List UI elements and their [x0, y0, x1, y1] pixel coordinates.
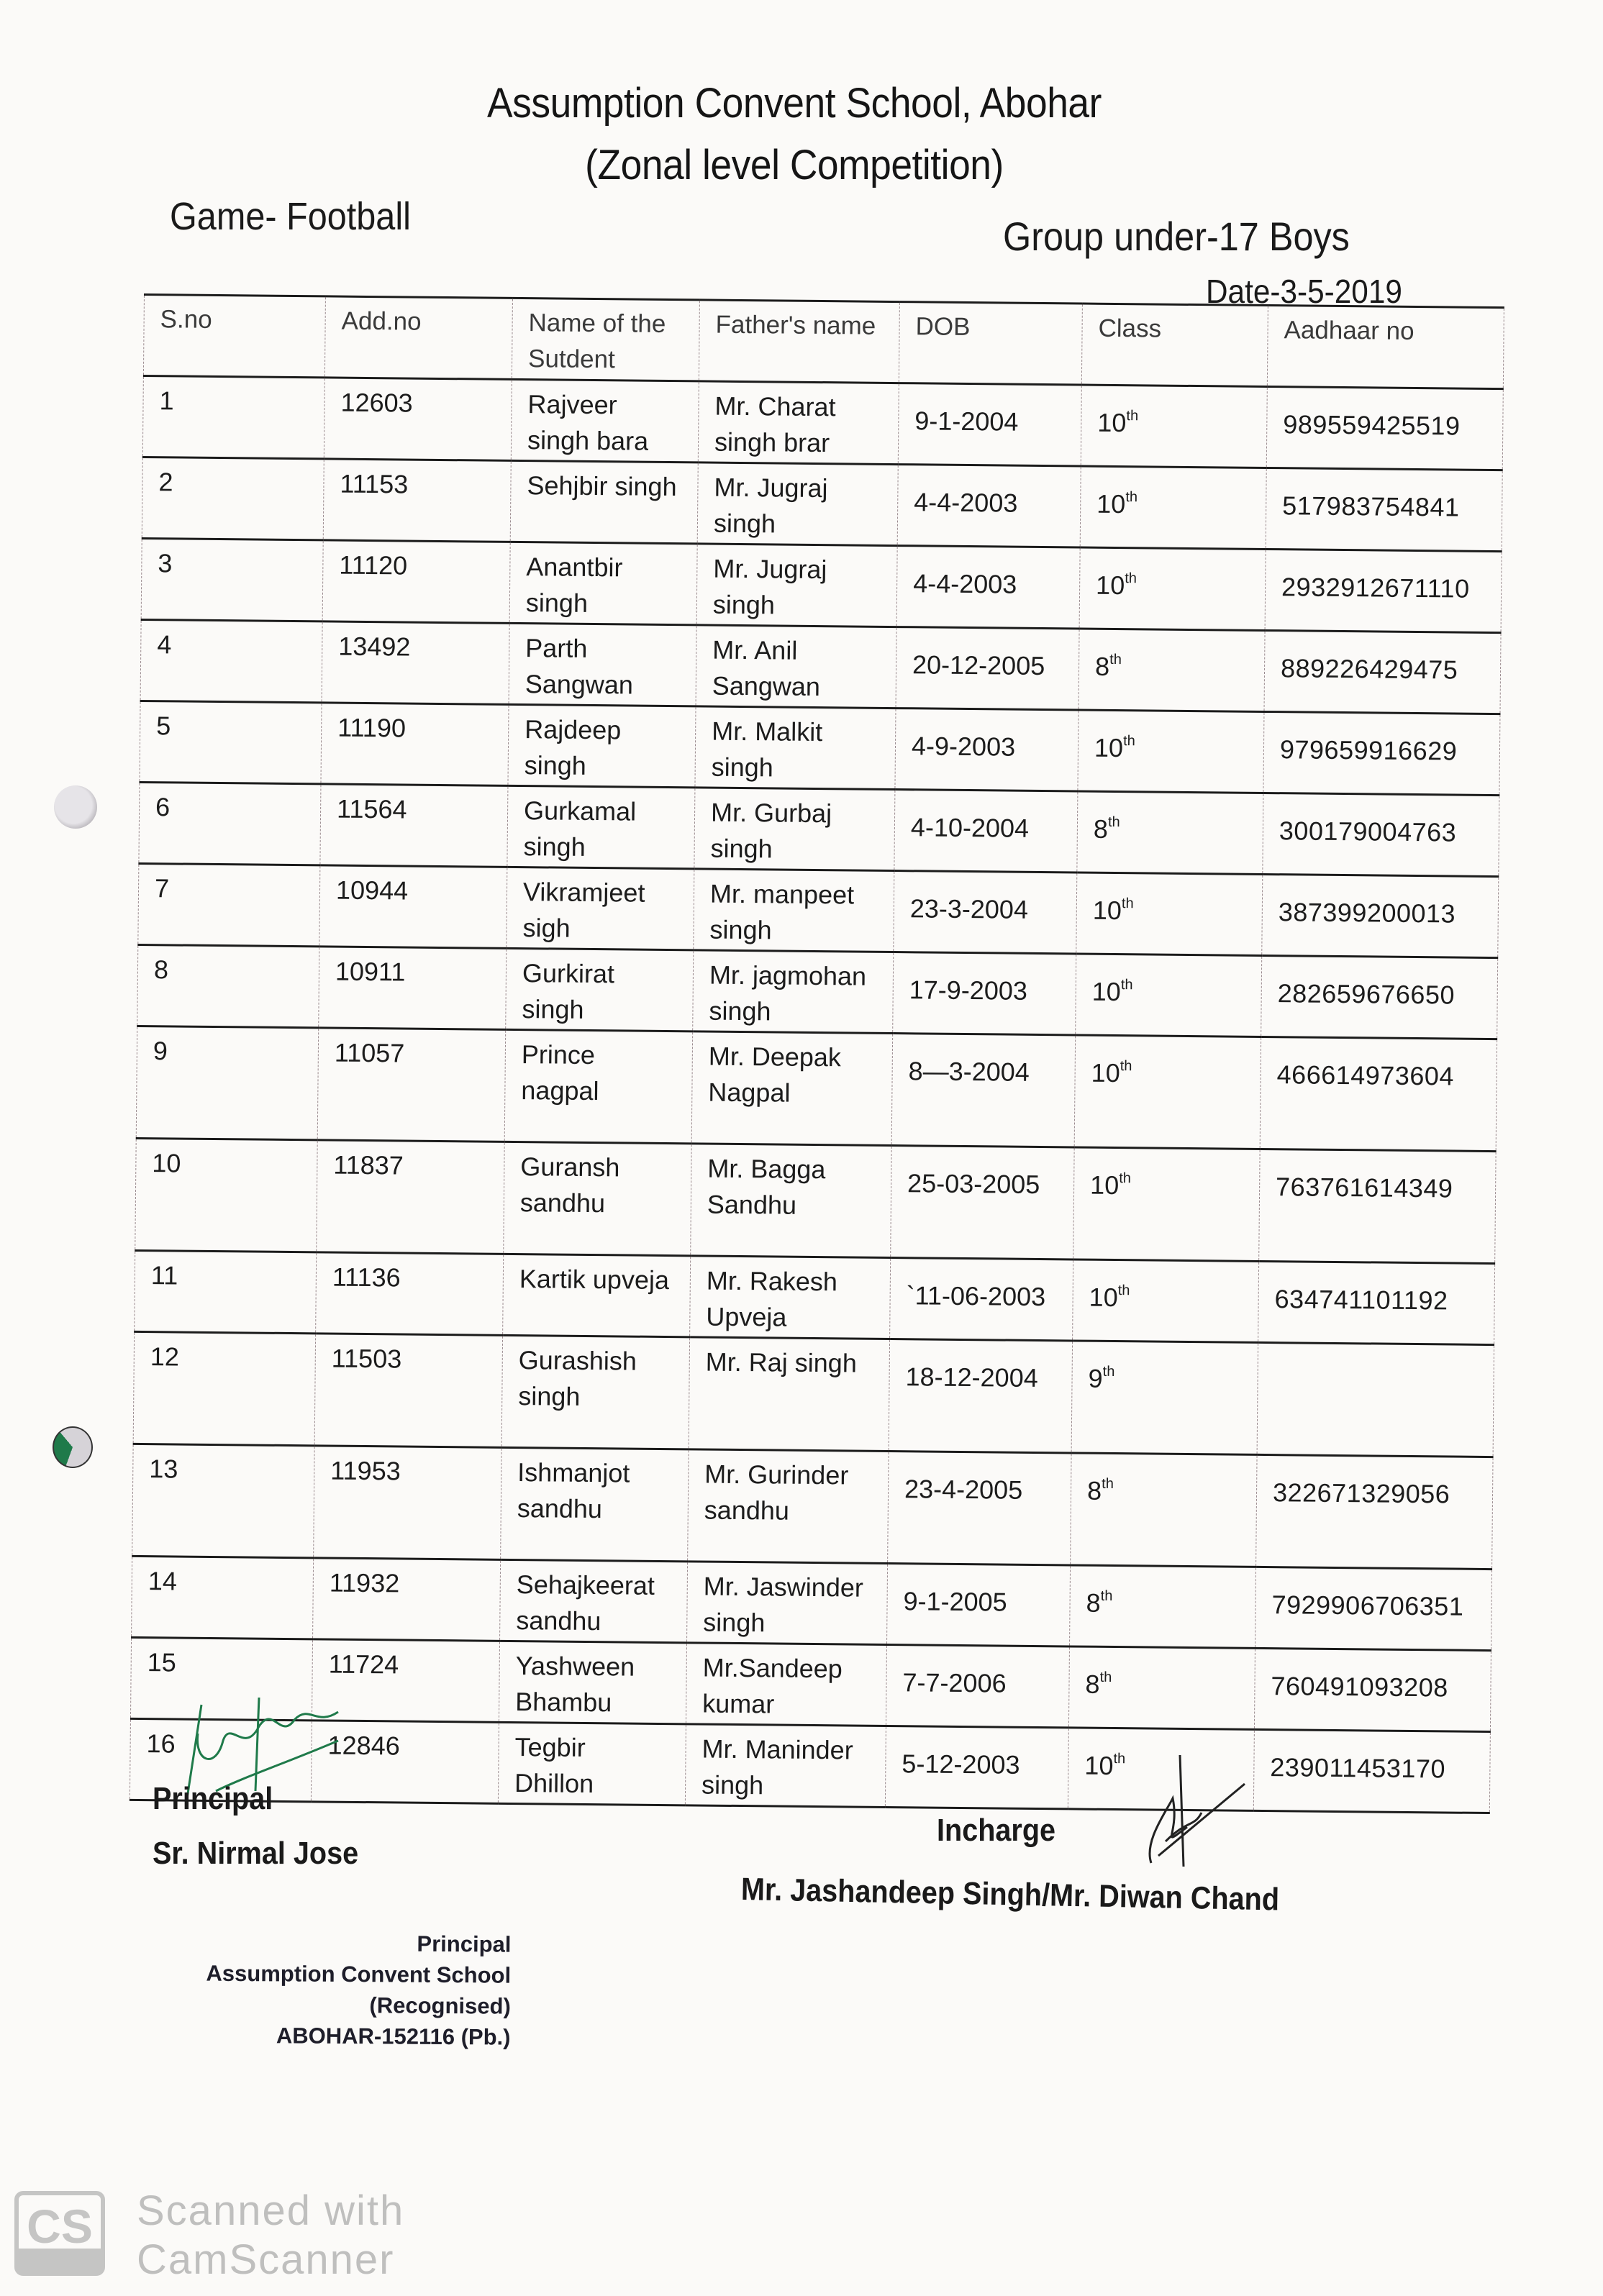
- class-suffix: th: [1120, 977, 1133, 993]
- cell-dob: 18-12-2004: [889, 1339, 1072, 1453]
- principal-name: Sr. Nirmal Jose: [153, 1836, 359, 1871]
- camscanner-text: [137, 2187, 404, 2284]
- cell-aadhaar: 517983754841: [1266, 468, 1502, 551]
- cell-father-name: Mr. Raj singh: [689, 1337, 889, 1452]
- cell-class: [1080, 466, 1266, 549]
- watermark-line-1: Scanned with: [137, 2187, 405, 2234]
- cell-student-name: Anantbir singh: [509, 542, 697, 624]
- class-number: 10: [1094, 732, 1124, 763]
- cell-class: [1071, 1453, 1257, 1567]
- cell-father-name: Mr. Rakesh Upveja: [690, 1256, 891, 1339]
- cell-add-no: 11837: [317, 1140, 504, 1254]
- cell-father-name: Mr. Jugraj singh: [696, 544, 897, 627]
- camscanner-watermark: [14, 2187, 446, 2287]
- cell-dob: 25-03-2005: [891, 1146, 1074, 1259]
- class-suffix: th: [1123, 733, 1135, 750]
- table-row: [141, 538, 1502, 632]
- table-row: [139, 782, 1499, 876]
- cell-class: [1076, 873, 1263, 955]
- cell-student-name: Guransh sandhu: [504, 1142, 691, 1255]
- cell-aadhaar: 760491093208: [1254, 1648, 1491, 1731]
- group-label: Group under-17 Boys: [1003, 214, 1350, 259]
- column-header-class: Class: [1081, 304, 1268, 386]
- cell-add-no: 11724: [312, 1639, 499, 1722]
- players-table: [130, 293, 1504, 1814]
- cell-student-name: Sehjbir singh: [510, 460, 698, 543]
- table-row: [140, 701, 1500, 795]
- principal-label: Principal: [153, 1781, 273, 1816]
- cell-sno: 15: [130, 1637, 312, 1720]
- cell-father-name: Mr. jagmohan singh: [693, 950, 894, 1034]
- cell-sno: 4: [140, 619, 322, 702]
- cell-dob: 20-12-2005: [896, 627, 1079, 710]
- class-number: 10: [1092, 895, 1122, 926]
- cell-student-name: Sehajkeerat sandhu: [500, 1559, 688, 1642]
- cell-add-no: 13492: [322, 621, 509, 704]
- class-suffix: th: [1117, 1283, 1130, 1299]
- cell-class: [1081, 385, 1267, 468]
- cell-add-no: 11190: [321, 703, 509, 785]
- punch-hole-top: [54, 785, 97, 829]
- cell-father-name: Mr. Jugraj singh: [697, 463, 898, 546]
- cell-student-name: Parth Sangwan: [509, 623, 696, 706]
- cell-class: [1073, 1259, 1259, 1342]
- cell-aadhaar: 7929906706351: [1255, 1567, 1491, 1650]
- cell-class: [1071, 1341, 1258, 1454]
- cell-add-no: 11953: [314, 1446, 501, 1559]
- cell-dob: 4-4-2003: [896, 546, 1080, 629]
- players-table-wrapper: [130, 293, 1504, 1814]
- cell-student-name: Tegbir Dhillon: [498, 1722, 686, 1805]
- class-number: 8: [1086, 1587, 1101, 1618]
- cell-dob: 9-1-2005: [887, 1564, 1071, 1646]
- cell-student-name: Gurkirat singh: [506, 948, 694, 1031]
- cell-add-no: 11932: [313, 1558, 501, 1641]
- class-suffix: th: [1100, 1587, 1113, 1605]
- class-number: 8: [1093, 814, 1109, 844]
- cell-add-no: 12846: [311, 1721, 499, 1803]
- cell-student-name: Gurashish singh: [501, 1335, 689, 1449]
- cell-add-no: 12603: [324, 378, 512, 460]
- cell-student-name: Vikramjeet sigh: [507, 867, 694, 949]
- principal-stamp: [172, 1926, 511, 2052]
- cell-student-name: Kartik upveja: [503, 1254, 691, 1336]
- table-row: [135, 1250, 1495, 1344]
- class-number: 10: [1095, 570, 1125, 601]
- cell-dob: 7-7-2006: [886, 1644, 1069, 1727]
- cell-class: [1073, 1147, 1260, 1261]
- class-number: 10: [1097, 407, 1127, 438]
- cell-father-name: Mr. Jaswinder singh: [687, 1562, 888, 1645]
- cell-sno: 1: [142, 375, 324, 458]
- table-row: [135, 1138, 1496, 1263]
- class-suffix: th: [1125, 489, 1138, 506]
- cell-father-name: Mr. Deepak Nagpal: [691, 1031, 892, 1146]
- cell-sno: 13: [132, 1444, 314, 1557]
- cell-dob: 4-9-2003: [895, 709, 1078, 791]
- class-number: 8: [1086, 1475, 1102, 1505]
- cell-dob: 8—3-2004: [891, 1034, 1075, 1147]
- class-number: 10: [1089, 1170, 1120, 1201]
- class-suffix: th: [1109, 651, 1122, 668]
- camscanner-logo-icon: CS: [14, 2191, 105, 2276]
- cell-add-no: 11564: [320, 784, 508, 867]
- cell-class: [1076, 954, 1262, 1037]
- cell-aadhaar: 763761614349: [1259, 1149, 1496, 1263]
- class-number: 10: [1096, 488, 1126, 519]
- column-header-dob: DOB: [899, 302, 1082, 385]
- cell-aadhaar: 387399200013: [1262, 874, 1499, 957]
- cell-dob: `11-06-2003: [890, 1258, 1073, 1341]
- table-row: [133, 1331, 1494, 1457]
- cell-aadhaar: [1257, 1342, 1494, 1457]
- cell-class: [1068, 1646, 1255, 1729]
- cell-aadhaar: 889226429475: [1264, 630, 1501, 714]
- table-header-row: [143, 295, 1504, 389]
- class-suffix: th: [1113, 1751, 1126, 1767]
- cell-class: [1077, 791, 1263, 874]
- cell-sno: 6: [139, 782, 321, 865]
- school-title: Assumption Convent School, Abohar: [487, 80, 1102, 127]
- cell-student-name: Yashween Bhambu: [499, 1641, 686, 1723]
- competition-title: (Zonal level Competition): [585, 142, 1004, 188]
- stamp-line-address: ABOHAR-152116 (Pb.): [276, 2023, 511, 2050]
- cell-add-no: 10944: [319, 865, 507, 948]
- column-header-father-name: Father's name: [699, 300, 899, 383]
- table-row: [138, 863, 1499, 957]
- incharge-label: Incharge: [937, 1813, 1056, 1848]
- watermark-line-2: CamScanner: [137, 2236, 395, 2283]
- cell-dob: 17-9-2003: [893, 952, 1076, 1035]
- cell-dob: 5-12-2003: [885, 1726, 1068, 1808]
- cell-class: [1078, 629, 1265, 711]
- cell-father-name: Mr. Charat singh brar: [698, 381, 899, 465]
- class-number: 8: [1094, 651, 1110, 681]
- table-row: [132, 1444, 1493, 1569]
- cell-dob: 4-4-2003: [897, 465, 1081, 547]
- cell-add-no: 11136: [316, 1252, 504, 1335]
- cell-father-name: Mr. Gurinder sandhu: [688, 1449, 889, 1564]
- cell-aadhaar: 989559425519: [1266, 386, 1503, 470]
- cell-father-name: Mr.Sandeep kumar: [686, 1643, 886, 1726]
- class-suffix: th: [1120, 1058, 1132, 1075]
- cell-class: [1078, 710, 1264, 793]
- class-suffix: th: [1099, 1669, 1112, 1686]
- cell-add-no: 11120: [322, 540, 510, 623]
- cell-class: [1074, 1035, 1261, 1149]
- cell-class: [1079, 547, 1266, 630]
- cell-sno: 2: [142, 457, 324, 539]
- cell-student-name: Prince nagpal: [504, 1029, 692, 1143]
- cell-class: [1070, 1565, 1256, 1648]
- cell-sno: 14: [132, 1556, 314, 1639]
- table-row: [142, 375, 1503, 470]
- cell-sno: 7: [138, 863, 320, 946]
- cell-aadhaar: 239011453170: [1253, 1729, 1490, 1813]
- cell-aadhaar: 466614973604: [1260, 1037, 1497, 1151]
- cell-student-name: Ishmanjot sandhu: [501, 1447, 689, 1561]
- cell-add-no: 11057: [317, 1028, 505, 1142]
- cell-sno: 12: [133, 1331, 315, 1445]
- cell-dob: 4-10-2004: [894, 790, 1078, 873]
- class-number: 10: [1091, 976, 1121, 1007]
- table-row: [140, 619, 1501, 714]
- class-suffix: th: [1102, 1363, 1115, 1380]
- cell-dob: 9-1-2004: [898, 383, 1081, 466]
- cell-dob: 23-3-2004: [894, 871, 1077, 954]
- table-row: [132, 1556, 1492, 1650]
- class-number: 8: [1085, 1669, 1100, 1699]
- cell-add-no: 11503: [314, 1334, 502, 1447]
- class-suffix: th: [1102, 1475, 1114, 1493]
- date-label: Date-3-5-2019: [1206, 273, 1402, 310]
- class-suffix: th: [1119, 1170, 1132, 1187]
- class-number: 10: [1091, 1057, 1120, 1088]
- punch-hole-bottom: [53, 1426, 93, 1468]
- cell-student-name: Gurkamal singh: [507, 785, 695, 868]
- cell-sno: 9: [136, 1026, 318, 1139]
- class-number: 10: [1084, 1750, 1114, 1781]
- cell-sno: 5: [140, 701, 322, 783]
- class-number: 10: [1089, 1282, 1118, 1313]
- column-header-add-no: Add.no: [324, 296, 512, 379]
- cell-dob: 23-4-2005: [888, 1452, 1071, 1565]
- table-row: [137, 944, 1498, 1039]
- cell-add-no: 10911: [319, 947, 507, 1029]
- class-suffix: th: [1126, 408, 1139, 424]
- cell-father-name: Mr. Maninder singh: [685, 1724, 886, 1808]
- stamp-line-school: Assumption Convent School: [206, 1960, 512, 1988]
- column-header-student-name: Name of the Sutdent: [512, 298, 699, 381]
- class-suffix: th: [1121, 896, 1134, 912]
- cell-sno: 11: [135, 1250, 317, 1333]
- cell-aadhaar: 2932912671110: [1265, 549, 1502, 632]
- table-row: [136, 1026, 1497, 1151]
- table-row: [142, 457, 1502, 551]
- cell-father-name: Mr. Anil Sangwan: [696, 625, 896, 709]
- cell-father-name: Mr. manpeet singh: [694, 869, 894, 952]
- cell-aadhaar: 634741101192: [1258, 1261, 1495, 1344]
- cell-father-name: Mr. Bagga Sandhu: [691, 1144, 891, 1258]
- cell-sno: 3: [141, 538, 323, 621]
- incharge-names: Mr. Jashandeep Singh/Mr. Diwan Chand: [740, 1872, 1280, 1918]
- cell-sno: 10: [135, 1138, 317, 1252]
- class-number: 9: [1088, 1363, 1103, 1393]
- cell-aadhaar: 282659676650: [1261, 955, 1498, 1039]
- cell-aadhaar: 322671329056: [1256, 1454, 1493, 1569]
- cell-father-name: Mr. Malkit singh: [695, 706, 896, 790]
- cell-aadhaar: 300179004763: [1263, 793, 1499, 876]
- class-suffix: th: [1125, 570, 1137, 587]
- game-label: Game- Football: [170, 195, 411, 238]
- incharge-signature: [1122, 1755, 1266, 1870]
- column-header-sno: S.no: [143, 295, 325, 378]
- cell-add-no: 11153: [323, 459, 511, 542]
- cell-aadhaar: 979659916629: [1263, 711, 1500, 795]
- class-suffix: th: [1107, 814, 1120, 831]
- stamp-line-recognised: (Recognised): [369, 1992, 511, 2019]
- cell-student-name: Rajdeep singh: [508, 704, 696, 787]
- column-header-aadhaar: Aadhaar no: [1267, 305, 1504, 388]
- cell-student-name: Rajveer singh bara: [511, 379, 699, 462]
- cell-father-name: Mr. Gurbaj singh: [694, 788, 895, 871]
- cell-sno: 8: [137, 944, 319, 1027]
- cell-sno: 16: [130, 1718, 312, 1801]
- stamp-line-principal: Principal: [417, 1931, 512, 1957]
